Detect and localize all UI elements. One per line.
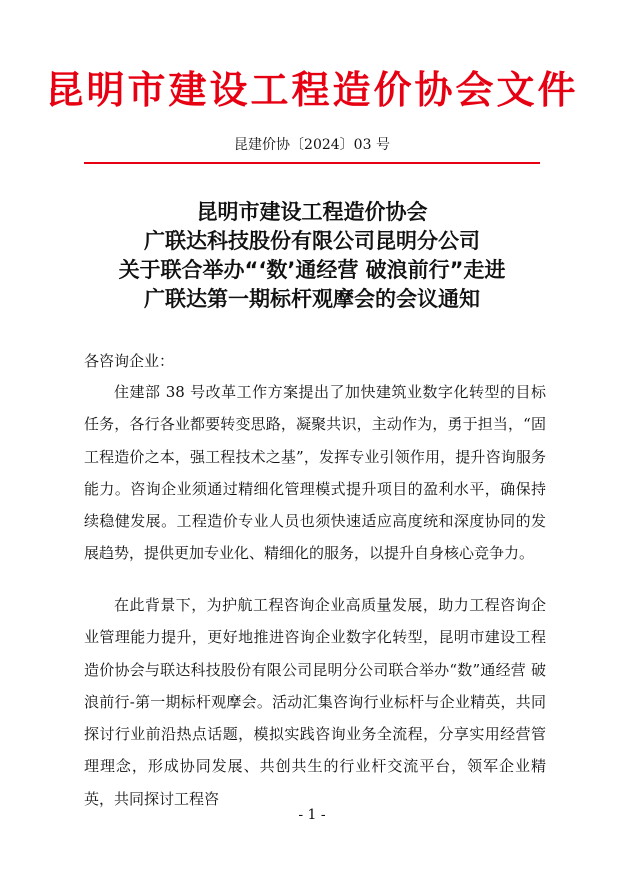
salutation: 各咨询企业： bbox=[84, 352, 175, 370]
document-number: 昆建价协〔2024〕03 号 bbox=[234, 137, 390, 153]
notice-title-line-1: 昆明市建设工程造价协会 bbox=[196, 200, 428, 224]
body-paragraph-2: 在此背景下，为护航工程咨询企业高质量发展，助力工程咨询企业管理能力提升，更好地推进咨询企业数字化转型，昆明市建设工程造价协会与联达科技股份有限公司昆明分公司联合举办“数”通经营 破浪前行-第一期标杆观摩会。活动汇集咨询行业标杆与企业精英，共同探讨行业前沿热点话题，模拟实践咨询业务全流程，分享实用经营管理理念，形成协同发展、共创共生的行业杆交流平台，领军企业精英，共同探讨工程咨 bbox=[84, 596, 546, 808]
notice-title-line-4: 广联达第一期标杆观摩会的会议通知 bbox=[144, 287, 480, 311]
page-number: - 1 - bbox=[298, 807, 326, 823]
masthead-title: 昆明市建设工程造价协会文件 bbox=[45, 68, 579, 112]
notice-title bbox=[0, 198, 624, 314]
red-divider-line bbox=[84, 162, 540, 164]
body-paragraph-1: 住建部 38 号改革工作方案提出了加快建筑业数字化转型的目标任务，各行各业都要转变思路，凝聚共识，主动作为，勇于担当，“固工程造价之本，强工程技术之基”，发挥专业引领作用，提升咨询服务能力。咨询企业须通过精细化管理模式提升项目的盈利水平，确保持续稳健发展。工程造价专业人员也须快速适应高度统和深度协同的发展趋势，提供更加专业化、精细化的服务，以提升自身核心竞争力。 bbox=[84, 383, 546, 563]
notice-title-line-3: 关于联合举办“‘数’通经营 破浪前行”走进 bbox=[118, 258, 506, 282]
notice-title-line-2: 广联达科技股份有限公司昆明分公司 bbox=[144, 229, 480, 253]
